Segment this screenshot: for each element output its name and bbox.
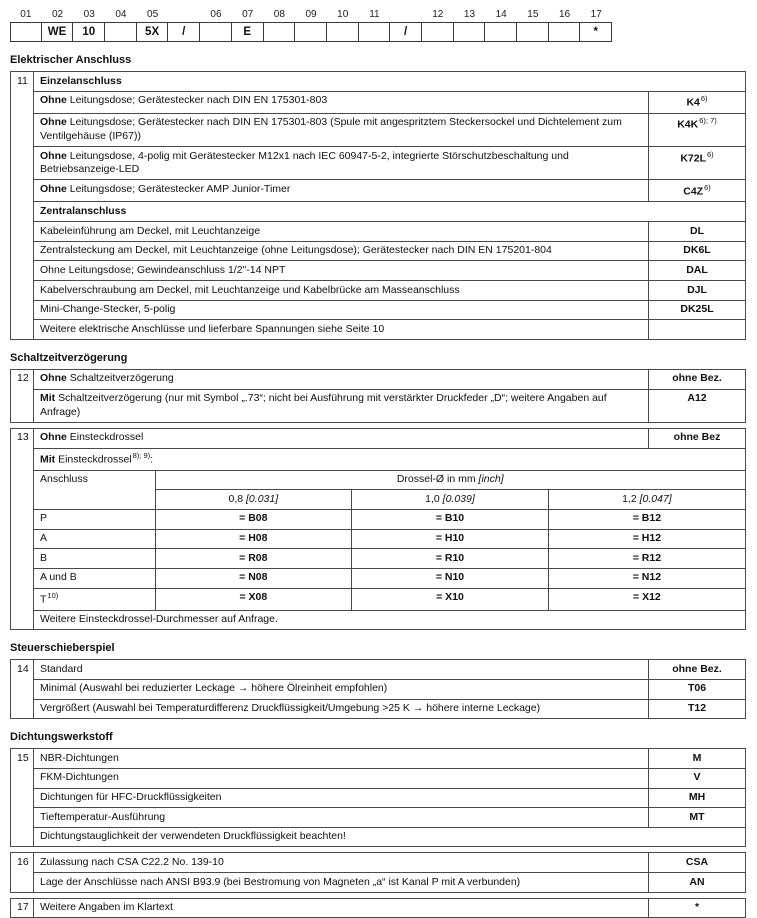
group-header-cell: Einzelanschluss: [34, 72, 746, 92]
code-text: M: [692, 751, 702, 764]
description-cell: [34, 281, 649, 301]
description-text: Schaltzeitverzögerung: [66, 372, 174, 385]
drossel-code-cell: = X10: [352, 588, 549, 610]
description-text: Kabeleinführung am Deckel, mit Leuchtanzeige: [40, 224, 261, 237]
table-row: [11, 660, 746, 680]
ordering-table-11: [10, 71, 746, 340]
description-text: Einsteckdrossel: [55, 453, 132, 466]
table-row: [11, 147, 746, 180]
code-footnote-marker: 6): [707, 149, 714, 159]
code-text: DJL: [687, 283, 707, 296]
ordering-table-17: [10, 898, 746, 918]
description-text: Einsteckdrossel: [66, 431, 144, 444]
description-cell: [34, 389, 649, 422]
strip-position-number: 02: [51, 9, 64, 20]
drossel-code-cell: = H08: [155, 529, 352, 549]
drossel-code-cell: = R12: [548, 549, 745, 569]
drossel-port-label: [34, 568, 155, 588]
strip-code-cell: [549, 22, 581, 42]
code-text: CSA: [685, 855, 709, 868]
description-text: Leitungsdose, 4-polig mit Gerätestecker M12x1 nach IEC 60947-5-2, integrierte Störschutzbeschaltung und Betriebsanzeige-LED: [40, 149, 569, 176]
table-row: [11, 873, 746, 893]
row-number: 13: [11, 428, 34, 629]
code-cell: [648, 147, 745, 180]
description-cell: [34, 853, 649, 873]
table-row: [11, 222, 746, 242]
drossel-port-label: [34, 509, 155, 529]
strip-code-cell: [105, 22, 137, 42]
strip-position-number: 11: [369, 9, 380, 20]
table-row: [11, 428, 746, 448]
code-footnote-marker: 6): [704, 182, 711, 192]
strip-code-cell: [264, 22, 296, 42]
table-row: [11, 898, 746, 918]
drossel-row: [34, 549, 745, 569]
code-footnote-marker: 6); 7): [699, 116, 717, 126]
description-text: Weitere Angaben im Klartext: [40, 901, 173, 914]
drossel-subtable-cell: [34, 470, 746, 610]
description-cell: [34, 808, 649, 828]
row-number: 14: [11, 660, 34, 719]
strip-position-number: 09: [305, 9, 317, 20]
subtable-header-row: [34, 471, 745, 490]
code-text: DK25L: [680, 303, 714, 316]
code-text: MH: [688, 791, 706, 803]
description-text: Zulassung nach CSA C22.2 No. 139-10: [40, 855, 224, 868]
strip-code-cell: [517, 22, 549, 42]
drossel-code-cell: = H10: [352, 529, 549, 549]
diameter-inch-value: [0.047]: [639, 492, 672, 505]
description-cell: [34, 768, 649, 788]
strip-position-number: 04: [115, 9, 127, 20]
drossel-diameter-header: [155, 490, 352, 510]
drossel-code-cell: = B08: [155, 509, 352, 529]
code-text: K72L: [680, 152, 706, 165]
strip-position-number: 05: [147, 9, 159, 20]
description-text: Leitungsdose; Gerätestecker nach DIN EN 175301-803 (Spule mit angespritztem Steckersockel und Dichtelement zum Ventilgehäuse (IP67)): [40, 116, 622, 142]
code-cell: [649, 679, 746, 699]
strip-position-number: 03: [83, 9, 95, 20]
code-cell: [648, 180, 745, 202]
strip-position-number: 01: [20, 9, 32, 20]
code-text: A12: [687, 392, 707, 405]
strip-code-cell: *: [580, 22, 612, 42]
strip-code-cell: /: [390, 22, 422, 42]
row-number: 12: [11, 369, 34, 422]
drossel-port-label: [34, 588, 155, 610]
code-text: MT: [689, 810, 705, 823]
port-name: T: [40, 593, 47, 606]
port-name: P: [40, 512, 48, 525]
drossel-row: [34, 529, 745, 549]
code-text: T12: [687, 702, 707, 715]
code-cell: [648, 241, 745, 261]
diameter-inch-value: [0.039]: [442, 492, 475, 505]
strip-position-number: 17: [590, 9, 602, 20]
description-cell: [34, 320, 649, 340]
section-heading: Dichtungswerkstoff: [10, 731, 113, 744]
table-row: [11, 827, 746, 847]
code-cell: [649, 660, 746, 680]
port-name: B: [40, 551, 48, 564]
row-number: 15: [11, 749, 34, 847]
description-text: Vergrößert (Auswahl bei Temperaturdifferenz Druckflüssigkeit/Umgebung >25 K → höhere interne Leckage): [40, 702, 541, 715]
code-text: K4: [686, 96, 700, 109]
drossel-code-cell: = R10: [352, 549, 549, 569]
drossel-span-header: [155, 471, 745, 490]
strip-code-cell: 5X: [137, 22, 169, 42]
drossel-code-cell: = B10: [352, 509, 549, 529]
drossel-code-cell: = N08: [155, 568, 352, 588]
strip-position-number: 06: [210, 9, 222, 20]
description-cell: [34, 873, 649, 893]
description-cell: [34, 241, 649, 261]
code-cell: [648, 261, 745, 281]
drossel-diameter-header: [352, 490, 549, 510]
description-text: Ohne Leitungsdose; Gewindeanschluss 1/2"-14 NPT: [40, 263, 286, 276]
drossel-row: [34, 588, 745, 610]
strip-code-cell: WE: [42, 22, 74, 42]
drossel-port-label: [34, 549, 155, 569]
strip-position-number: 07: [242, 9, 254, 20]
diameter-value: 1,2: [622, 492, 640, 505]
code-text: DL: [689, 224, 704, 237]
table-row: [11, 768, 746, 788]
drossel-code-cell: = X08: [155, 588, 352, 610]
code-text: C4Z: [683, 185, 704, 198]
strip-code-cell: 10: [73, 22, 105, 42]
code-text: K4K: [677, 118, 699, 131]
code-cell: [649, 389, 746, 422]
note-cell: Weitere Einsteckdrossel-Durchmesser auf Anfrage.: [34, 610, 746, 630]
description-text: FKM-Dichtungen: [40, 771, 119, 784]
strip-position-number: 10: [337, 9, 349, 20]
code-cell: [649, 898, 746, 918]
strip-code-cell: [295, 22, 327, 42]
table-row: [11, 749, 746, 769]
code-cell: [649, 369, 746, 389]
table-row: [11, 261, 746, 281]
code-cell: [648, 113, 745, 146]
table-row: [11, 180, 746, 202]
description-cell: [34, 91, 649, 113]
table-row: [11, 300, 746, 320]
bold-keyword: Ohne: [40, 431, 67, 444]
description-cell: [34, 180, 649, 202]
drossel-row: [34, 568, 745, 588]
code-text: ohne Bez: [673, 431, 721, 444]
code-text: DK6L: [683, 244, 711, 257]
table-row: [11, 853, 746, 873]
code-text: DAL: [686, 263, 708, 276]
strip-position-number: [168, 9, 200, 22]
drossel-code-cell: = N10: [352, 568, 549, 588]
description-cell: [34, 679, 649, 699]
diameter-value: 1,0: [425, 492, 443, 505]
description-cell: [34, 300, 649, 320]
code-cell: [648, 300, 745, 320]
drossel-code-cell: = B12: [548, 509, 745, 529]
strip-code-cell: [327, 22, 359, 42]
code-cell: [649, 768, 746, 788]
table-row: [11, 113, 746, 146]
diameter-inch-value: [0.031]: [246, 492, 279, 505]
table-row: [11, 320, 746, 340]
row-number: 11: [11, 72, 34, 340]
code-cell: [649, 699, 746, 719]
description-cell: [34, 699, 649, 719]
code-text: ohne Bez.: [672, 662, 722, 675]
code-text: T06: [687, 682, 707, 695]
drossel-port-label: [34, 529, 155, 549]
port-name: A und B: [40, 571, 77, 584]
table-row: [11, 389, 746, 422]
description-cell: [34, 261, 649, 281]
description-text: Dichtungen für HFC-Druckflüssigkeiten: [40, 791, 222, 803]
ordering-table-12: [10, 369, 746, 423]
table-row: [11, 281, 746, 301]
diameter-value: 0,8: [228, 492, 247, 505]
table-row: [11, 699, 746, 719]
row-number: 16: [11, 853, 34, 892]
drossel-corner-header: Anschluss: [34, 471, 155, 510]
description-cell: [34, 788, 649, 808]
section-heading: Steuerschieberspiel: [10, 642, 115, 655]
code-text: V: [693, 771, 701, 784]
bold-keyword: Ohne: [40, 94, 67, 107]
description-text: Minimal (Auswahl bei reduzierter Leckage → höhere Ölreinheit empfohlen): [40, 682, 388, 695]
strip-numbers-row: [10, 9, 746, 22]
description-cell: [34, 113, 649, 146]
bold-keyword: Ohne: [40, 116, 67, 129]
drossel-subtable: [34, 471, 745, 610]
description-suffix: :: [150, 453, 154, 466]
footnote-marker: 10): [47, 591, 59, 601]
strip-code-cell: E: [232, 22, 264, 42]
description-text: Mini-Change-Stecker, 5-polig: [40, 303, 176, 316]
drossel-code-cell: = X12: [548, 588, 745, 610]
group-header-cell: Zentralanschluss: [34, 202, 746, 222]
code-text: ohne Bez.: [672, 372, 722, 385]
table-row: [11, 72, 746, 92]
code-cell: [648, 222, 745, 242]
drossel-diameter-header: [548, 490, 745, 510]
drossel-code-cell: = R08: [155, 549, 352, 569]
description-cell: [34, 147, 649, 180]
table-row: [11, 241, 746, 261]
row-number: 17: [11, 898, 34, 918]
strip-code-cell: [200, 22, 232, 42]
description-text: Leitungsdose; Gerätestecker AMP Junior-Timer: [66, 182, 291, 195]
port-name: A: [40, 532, 48, 545]
ordering-table-14: [10, 659, 746, 719]
code-cell: [649, 428, 746, 448]
strip-code-cell: [454, 22, 486, 42]
code-cell: [649, 788, 746, 808]
description-text: Standard: [40, 662, 83, 675]
description-text: Tieftemperatur-Ausführung: [40, 810, 166, 823]
bold-keyword: Mit: [40, 392, 56, 405]
ordering-code-strip: [10, 9, 746, 42]
table-row: [11, 470, 746, 610]
table-row: [11, 448, 746, 470]
bold-keyword: Ohne: [40, 182, 67, 195]
description-cell: [34, 222, 649, 242]
description-text: Lage der Anschlüsse nach ANSI B93.9 (bei Bestromung von Magneten „a“ ist Kanal P mit A verbunden): [40, 875, 521, 888]
ordering-table-15: [10, 748, 746, 847]
description-cell: [34, 369, 649, 389]
strip-code-cell: /: [168, 22, 200, 42]
strip-position-number: 12: [432, 9, 444, 20]
note-cell: Dichtungstauglichkeit der verwendeten Druckflüssigkeit beachten!: [34, 827, 746, 847]
table-row: [11, 91, 746, 113]
code-cell: [649, 808, 746, 828]
span-header-text: Drossel-Ø in mm: [396, 473, 479, 486]
description-cell: [34, 898, 649, 918]
section-heading: Schaltzeitverzögerung: [10, 351, 128, 364]
description-text: Kabelverschraubung am Deckel, mit Leuchtanzeige und Kabelbrücke am Masseanschluss: [40, 283, 460, 296]
description-cell: [34, 660, 649, 680]
strip-position-number: 13: [463, 9, 476, 20]
code-cell: [648, 91, 745, 113]
section-heading: Elektrischer Anschluss: [10, 54, 132, 66]
strip-cells-row: [10, 22, 746, 42]
table-row: [11, 202, 746, 222]
code-cell: [648, 281, 745, 301]
description-cell: [34, 749, 649, 769]
description-text: Zentralsteckung am Deckel, mit Leuchtanzeige (ohne Leitungsdose); Gerätestecker nach DIN EN 175201-804: [40, 244, 552, 257]
code-footnote-marker: 6): [700, 94, 708, 104]
strip-code-cell: [10, 22, 42, 42]
strip-position-number: [390, 9, 422, 22]
code-cell: [648, 320, 745, 340]
span-header-unit: [inch]: [478, 473, 504, 486]
table-row: [11, 679, 746, 699]
description-text: Leitungsdose; Gerätestecker nach DIN EN 175301-803: [66, 94, 328, 107]
sections: [10, 54, 746, 918]
footnote-marker: 8); 9): [132, 451, 151, 461]
drossel-code-cell: = N12: [548, 568, 745, 588]
code-text: AN: [689, 875, 705, 888]
description-cell: [34, 428, 649, 448]
description-cell: [34, 448, 746, 470]
description-text: Weitere elektrische Anschlüsse und lieferbare Spannungen siehe Seite 10: [40, 322, 385, 335]
ordering-table-16: [10, 852, 746, 892]
description-text: Schaltzeitverzögerung (nur mit Symbol „.73“; nicht bei Ausführung mit verstärkter Druckfeder „D“; weitere Angaben auf Anfrage): [40, 392, 607, 418]
strip-code-cell: [485, 22, 517, 42]
strip-position-number: 08: [273, 9, 285, 20]
table-row: [11, 788, 746, 808]
code-cell: [649, 749, 746, 769]
drossel-row: [34, 509, 745, 529]
strip-code-cell: [359, 22, 391, 42]
table-row: [11, 610, 746, 630]
strip-position-number: 16: [558, 9, 571, 20]
table-row: [11, 808, 746, 828]
drossel-code-cell: = H12: [548, 529, 745, 549]
strip-code-cell: [422, 22, 454, 42]
strip-position-number: 15: [527, 9, 539, 20]
code-text: *: [694, 901, 700, 914]
table-row: [11, 369, 746, 389]
bold-keyword: Mit: [40, 453, 56, 466]
code-cell: [649, 853, 746, 873]
strip-position-number: 14: [495, 9, 507, 20]
code-cell: [649, 873, 746, 893]
bold-keyword: Ohne: [40, 372, 67, 385]
description-text: NBR-Dichtungen: [40, 751, 119, 764]
bold-keyword: Ohne: [40, 149, 67, 162]
ordering-table-13: [10, 428, 746, 630]
